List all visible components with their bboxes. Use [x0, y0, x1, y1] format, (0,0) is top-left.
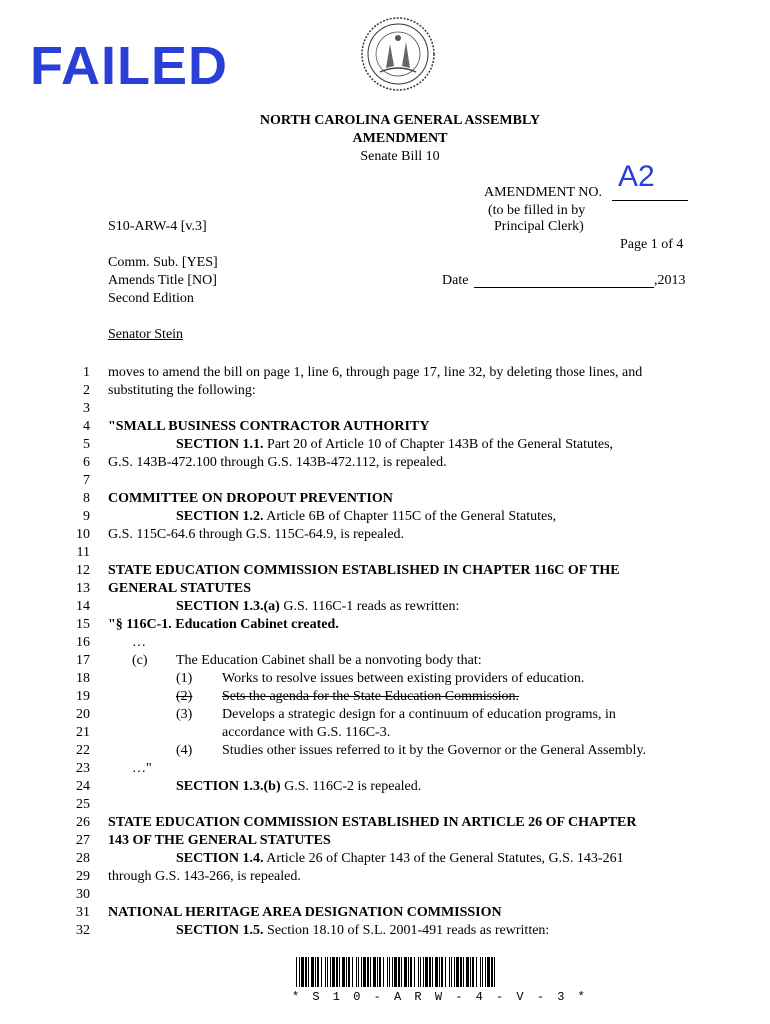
barcode-bar [410, 957, 412, 987]
barcode-bar [429, 957, 431, 987]
barcode-bar [342, 957, 345, 987]
line-number: 3 [83, 401, 90, 416]
line-number: 26 [76, 815, 90, 830]
failed-stamp: FAILED [30, 36, 229, 96]
subsection-text: The Education Cabinet shall be a nonvoting body that: [176, 653, 482, 668]
line-number: 13 [76, 581, 90, 596]
date-label: Date [442, 273, 469, 288]
heading-dropout: COMMITTEE ON DROPOUT PREVENTION [108, 491, 393, 506]
barcode-bar [358, 957, 359, 987]
barcode-bar [327, 957, 328, 987]
line-number: 23 [76, 761, 90, 776]
barcode-bar [367, 957, 369, 987]
barcode-bar [296, 957, 297, 987]
item-text: Works to resolve issues between existing providers of education. [222, 671, 585, 686]
line-number: 5 [83, 437, 90, 452]
heading-chapter-143: 143 OF THE GENERAL STATUTES [108, 833, 331, 848]
body-line-32 [176, 922, 549, 940]
section-label: SECTION 1.5. [176, 923, 264, 938]
section-label: SECTION 1.3.(b) [176, 779, 281, 794]
barcode-bar [482, 957, 483, 987]
barcode-bar [449, 957, 450, 987]
line-number: 18 [76, 671, 90, 686]
barcode-bar [485, 957, 486, 987]
barcode-bar [460, 957, 462, 987]
section-text: Section 18.10 of S.L. 2001-491 reads as rewritten: [267, 923, 550, 938]
line-number: 20 [76, 707, 90, 722]
body-line-5 [176, 436, 613, 454]
body-line-14 [176, 598, 459, 616]
line-number: 17 [76, 653, 90, 668]
barcode-bar [383, 957, 384, 987]
heading-heritage: NATIONAL HERITAGE AREA DESIGNATION COMMISSION [108, 905, 502, 920]
bill-name: Senate Bill 10 [360, 149, 440, 164]
barcode-bar [321, 957, 322, 987]
line-number: 9 [83, 509, 90, 524]
line-number: 27 [76, 833, 90, 848]
body-line-6: G.S. 143B-472.100 through G.S. 143B-472.112, is repealed. [108, 455, 447, 470]
barcode-bar [472, 957, 474, 987]
section-text: G.S. 116C-1 reads as rewritten: [283, 599, 460, 614]
body-line-1: moves to amend the bill on page 1, line 6, through page 17, line 32, by deleting those lines, and [108, 365, 643, 380]
barcode-bar [420, 957, 421, 987]
barcode-bar [404, 957, 407, 987]
item-text: Studies other issues referred to it by the Governor or the General Assembly. [222, 743, 647, 758]
heading-small-business: "SMALL BUSINESS CONTRACTOR AUTHORITY [108, 419, 430, 434]
line-number: 30 [76, 887, 90, 902]
line-number: 32 [76, 923, 90, 938]
barcode-bar [418, 957, 419, 987]
line-number: 22 [76, 743, 90, 758]
item-text-struck: Sets the agenda for the State Education Commission. [222, 689, 520, 704]
sponsor: Senator Stein [108, 327, 184, 342]
line-number: 11 [76, 545, 90, 560]
body-line-28 [176, 850, 624, 868]
barcode-bar [408, 957, 409, 987]
barcode-bar [389, 957, 390, 987]
barcode-bar [466, 957, 469, 987]
ellipsis-close: …" [132, 761, 152, 776]
amendment-number-line [612, 200, 688, 201]
body-line-2: substituting the following: [108, 383, 256, 398]
section-text: Part 20 of Article 10 of Chapter 143B of the General Statutes, [267, 437, 614, 452]
barcode-bar [301, 957, 304, 987]
barcode-bar [299, 957, 300, 987]
document-code: S10-ARW-4 [v.3] [108, 219, 207, 234]
barcode-bar [398, 957, 400, 987]
barcode-text: * S 1 0 - A R W - 4 - V - 3 * [292, 990, 588, 1004]
line-number: 28 [76, 851, 90, 866]
barcode-bar [305, 957, 307, 987]
barcode-bar [332, 957, 335, 987]
barcode-bar [373, 957, 376, 987]
section-text: Article 6B of Chapter 115C of the General Statutes, [266, 509, 557, 524]
barcode-bar [336, 957, 338, 987]
body-line-24 [176, 778, 421, 796]
line-number: 6 [83, 455, 90, 470]
barcode-bar [451, 957, 452, 987]
item-text: Develops a strategic design for a continuum of education programs, in [222, 707, 616, 722]
line-number: 16 [76, 635, 90, 650]
amendment-label: AMENDMENT NO. [484, 185, 602, 200]
amends-title: Amends Title [NO] [108, 273, 217, 288]
barcode-bar [435, 957, 438, 987]
line-number: 4 [83, 419, 90, 434]
date-year: ,2013 [654, 273, 686, 288]
line-number: 8 [83, 491, 90, 506]
body-line-10: G.S. 115C-64.6 through G.S. 115C-64.9, is repealed. [108, 527, 405, 542]
barcode-bar [414, 957, 415, 987]
barcode-bar [470, 957, 471, 987]
amendment-note-1: (to be filled in by [488, 203, 586, 218]
barcode-bar [487, 957, 490, 987]
barcode-bar [432, 957, 433, 987]
barcode-bar [330, 957, 331, 987]
section-label: SECTION 1.2. [176, 509, 264, 524]
barcode-bar [445, 957, 446, 987]
line-number: 15 [76, 617, 90, 632]
barcode-bar [339, 957, 340, 987]
barcode-bar [439, 957, 440, 987]
state-seal-icon [360, 16, 436, 92]
line-number: 2 [83, 383, 90, 398]
line-number: 31 [76, 905, 90, 920]
barcode-bar [463, 957, 464, 987]
section-label: SECTION 1.3.(a) [176, 599, 280, 614]
line-number: 10 [76, 527, 90, 542]
barcode-bar [491, 957, 493, 987]
barcode-bar [441, 957, 443, 987]
body-line-9 [176, 508, 556, 526]
assembly-title: NORTH CAROLINA GENERAL ASSEMBLY [259, 113, 541, 128]
line-number: 14 [76, 599, 90, 614]
barcode-bar [348, 957, 350, 987]
barcode-bar [325, 957, 326, 987]
line-number: 21 [76, 725, 90, 740]
barcode-bar [480, 957, 481, 987]
barcode-bar [494, 957, 495, 987]
barcode-bar [315, 957, 316, 987]
barcode-bar [352, 957, 353, 987]
line-number: 7 [83, 473, 90, 488]
barcode-bar [317, 957, 319, 987]
heading-general-statutes: GENERAL STATUTES [108, 581, 252, 596]
body-line-29: through G.S. 143-266, is repealed. [108, 869, 301, 884]
line-number: 19 [76, 689, 90, 704]
comm-sub: Comm. Sub. [YES] [108, 255, 218, 270]
line-number: 29 [76, 869, 90, 884]
document-type: AMENDMENT [352, 131, 448, 146]
item-number-struck: (2) [176, 689, 193, 704]
barcode-bar [394, 957, 397, 987]
section-text: Article 26 of Chapter 143 of the General Statutes, G.S. 143-261 [266, 851, 624, 866]
barcode-bar [454, 957, 455, 987]
barcode-bar [456, 957, 459, 987]
edition: Second Edition [108, 291, 194, 306]
line-number: 24 [76, 779, 90, 794]
barcode-bar [377, 957, 378, 987]
barcode-bar [379, 957, 381, 987]
barcode-bar [392, 957, 393, 987]
page-indicator: Page 1 of 4 [620, 237, 684, 252]
heading-state-ed-116c: STATE EDUCATION COMMISSION ESTABLISHED IN CHAPTER 116C OF THE [108, 563, 620, 578]
barcode-bar [425, 957, 428, 987]
barcode-bar [346, 957, 347, 987]
barcode-bar [370, 957, 371, 987]
date-line [474, 287, 654, 288]
barcode-icon [296, 957, 496, 987]
statute-heading: "§ 116C-1. Education Cabinet created. [108, 617, 339, 632]
barcode-bar [401, 957, 402, 987]
item-number: (4) [176, 743, 193, 758]
item-number: (3) [176, 707, 193, 722]
item-text-continued: accordance with G.S. 116C-3. [222, 725, 391, 740]
section-label: SECTION 1.1. [176, 437, 264, 452]
line-number: 25 [76, 797, 90, 812]
line-number: 12 [76, 563, 90, 578]
ellipsis-line: … [132, 635, 146, 650]
subsection-label: (c) [132, 653, 148, 668]
item-number: (1) [176, 671, 193, 686]
section-text: G.S. 116C-2 is repealed. [284, 779, 422, 794]
barcode-bar [361, 957, 362, 987]
barcode-bar [423, 957, 424, 987]
barcode-bar [387, 957, 388, 987]
amendment-note-2: Principal Clerk) [494, 219, 584, 234]
section-label: SECTION 1.4. [176, 851, 264, 866]
line-number: 1 [83, 365, 90, 380]
barcode-bar [356, 957, 357, 987]
barcode-bar [476, 957, 477, 987]
barcode-bar [363, 957, 366, 987]
heading-state-ed-article26: STATE EDUCATION COMMISSION ESTABLISHED IN ARTICLE 26 OF CHAPTER [108, 815, 637, 830]
amendment-number: A2 [618, 160, 655, 193]
barcode-bar [308, 957, 309, 987]
barcode-bar [311, 957, 314, 987]
